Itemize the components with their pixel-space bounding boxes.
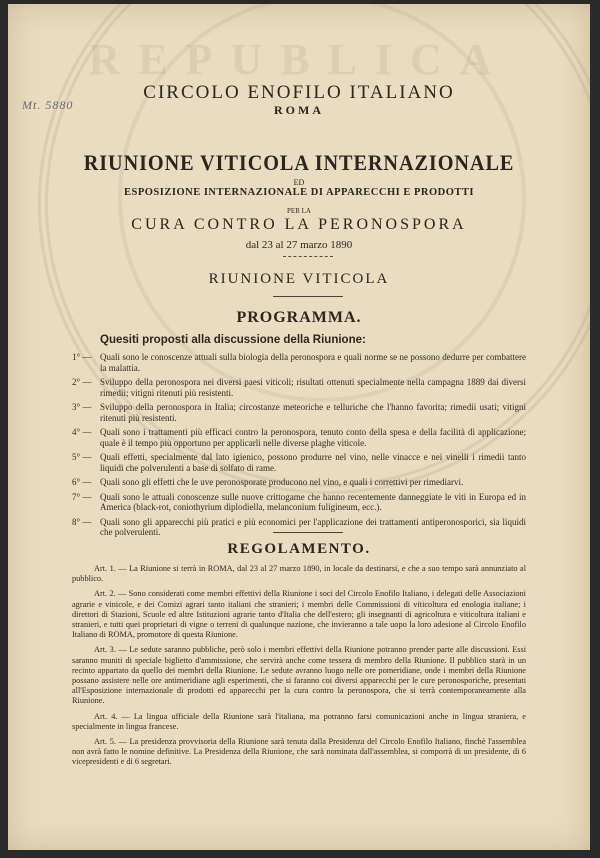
article-paragraph — [72, 645, 526, 706]
question-text: Quali sono le conoscenze attuali sulla biologia della peronospora e quali norme se ne possono dedurre per combattere la malattia. — [100, 352, 526, 373]
article-label: Art. 2. — — [94, 589, 127, 599]
question-text: Quali sono le attuali conoscenze sulle nuove crittogame che hanno recentemente danneggiate le viti in Europa ed in America (black-rot, coniothyrium diplodiella, melanconium fuligineum, ecc.). — [100, 491, 526, 512]
article-paragraph — [72, 564, 526, 584]
ed-label: ED — [293, 178, 305, 187]
inventory-note: Mt. 5880 — [22, 98, 74, 112]
question-number: 1° — — [72, 352, 92, 362]
article-label: Art. 5. — — [94, 737, 127, 747]
article-paragraph — [72, 712, 526, 732]
question-number: 8° — — [72, 516, 92, 527]
riunione-title: RIUNIONE VITICOLA INTERNAZIONALE — [83, 150, 515, 175]
question-text: Quali sono gli effetti che le uve peronosporate producono nel vino, e quali i correttivi per rimediarvi. — [100, 477, 464, 487]
divider-rule — [273, 296, 343, 297]
city-label: ROMA — [274, 103, 324, 117]
question-number: 5° — — [72, 452, 92, 462]
list-item — [72, 477, 526, 488]
document-page — [8, 4, 590, 850]
list-item — [72, 377, 526, 398]
question-number: 6° — — [72, 477, 92, 487]
question-number: 4° — — [72, 427, 92, 437]
dates-line: dal 23 al 27 marzo 1890 — [245, 239, 353, 251]
question-number: 3° — — [72, 402, 92, 412]
questions-heading: Quesiti proposti alla discussione della Riunione: — [100, 334, 366, 346]
question-number: 7° — — [72, 491, 92, 502]
list-item — [72, 492, 526, 513]
article-text: La Riunione si terrà in ROMA, dal 23 al 27 marzo 1890, in locale da destinarsi, e che a suo tempo sarà annunziato al pubblico. — [72, 564, 527, 584]
article-label: Art. 4. — — [94, 711, 130, 721]
question-number: 2° — — [72, 377, 92, 387]
question-text: Sviluppo della peronospora nei diversi paesi viticoli; risultati ottenuti specialmente nella campagna 1889 dai diversi rimedii; vitigni ritenuti più resistenti. — [100, 377, 526, 398]
article-paragraph — [72, 737, 526, 768]
per-la-label: PER LA — [287, 207, 311, 215]
question-text: Sviluppo della peronospora in Italia; circostanze meteoriche e telluriche che l'hanno favorita; rimedii usati; vitigni ritenuti più resistenti. — [100, 402, 526, 423]
list-item — [72, 402, 526, 423]
article-label: Art. 1. — — [94, 564, 127, 573]
article-paragraph — [72, 589, 526, 640]
list-item — [72, 517, 526, 538]
cura-title: CURA CONTRO LA PERONOSPORA — [131, 216, 467, 233]
article-label: Art. 3. — — [94, 645, 127, 655]
question-text: Quali sono i trattamenti più efficaci contro la peronospora, tenuto conto della spesa e della facilità di applicazione; quale è il tempo più opportuno per applicarli nelle diverse plaghe viticole. — [100, 427, 526, 448]
article-text: Sono considerati come membri effettivi della Riunione i soci del Circolo Enofilo Italiano, i delegati delle Associazioni agrarie e vinicole, e dei Comizi agrari tanto italiani che stranieri; i membri delle Commissioni di viticoltura ed enologia italiane; i direttori di Stazioni, Scuole ed altre Istituzioni agrarie tanto d'Italia che dell'estero; gli insegnanti di agricoltura e viticoltura italiani e stranieri, e tutti quei proprietari di vigne o terreni di qualunque nazione, che invieranno a tale uopo la loro adesione al Circolo Enofilo Italiano di ROMA, promotore di questa Riunione. — [72, 589, 526, 640]
list-item — [72, 427, 526, 448]
esposizione-title: ESPOSIZIONE INTERNAZIONALE DI APPARECCHI E PRODOTTI — [124, 187, 474, 198]
article-text: La lingua ufficiale della Riunione sarà l'italiana, ma potranno farsi comunicazioni anche in lingua straniera, e specialmente in lingua francese. — [72, 711, 526, 731]
list-item — [72, 352, 526, 373]
programma-heading: PROGRAMMA. — [236, 309, 362, 326]
regolamento-heading: REGOLAMENTO. — [227, 541, 371, 557]
questions-list — [72, 352, 526, 542]
subtitle: RIUNIONE VITICOLA — [208, 271, 390, 287]
question-text: Quali effetti, specialmente dal lato igienico, possono produrre nel vino, nelle vinacce e nei vinelli i rimedii tanto liquidi che polverulenti a base di solfato di rame. — [100, 452, 526, 473]
stamp-watermark-text: REPUBLICA — [88, 35, 510, 84]
ornament-divider — [283, 256, 333, 261]
circolo-title: CIRCOLO ENOFILO ITALIANO — [143, 82, 455, 103]
article-text: Le sedute saranno pubbliche, però solo i membri effettivi della Riunione potranno prender parte alle discussioni. Essi saranno muniti di speciale biglietto d'ammissione, che servirà anche come tessera di membro della Riunione. Il pubblico starà in un recinto appartato da quello dei membri della Riunione. Le sedute avranno luogo nelle ore pomeridiane, onde i membri della Riunione possano assistere nelle ore antimeridiane agli esperimenti, che si faranno coi diversi apparecchi per le cure peronosporiche, presentati all'Esposizione internazionale di prodotti ed apparecchi per la cura contro la peronospora, che si terrà contemporaneamente alla Riunione. — [72, 645, 526, 706]
question-text: Quali sono gli apparecchi più pratici e più economici per l'applicazione dei trattamenti antiperonosporici, sia liquidi che polverulenti. — [100, 516, 526, 537]
list-item — [72, 452, 526, 473]
divider-rule — [273, 532, 343, 533]
articles-list — [72, 564, 526, 773]
article-text: La presidenza provvisoria della Riunione sarà tenuta dalla Presidenza del Circolo Enofilo Italiano, finchè l'assemblea non avrà fatto le nomine definitive. La Presidenza della Riunione, che sarà nominata dall'assemblea, si comporrà di un presidente, di 6 vicepresidenti e di 6 segretari. — [72, 737, 527, 767]
